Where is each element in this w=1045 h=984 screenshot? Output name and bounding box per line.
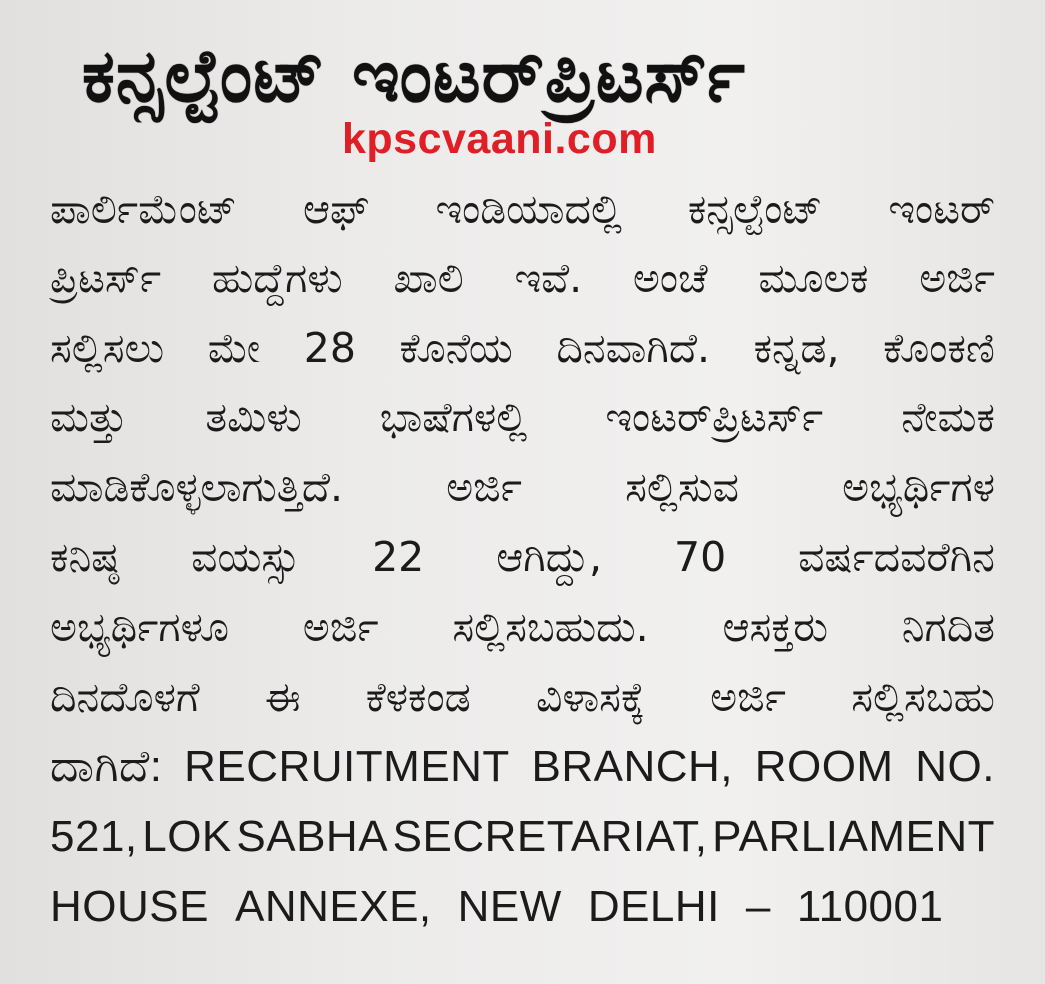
word: ದಿನದೊಳಗೆ: [50, 672, 200, 721]
word: ಸಲ್ಲಿಸಲು: [50, 323, 165, 372]
word: ಕೆಳಕಂಡ: [365, 672, 471, 721]
word: RECRUITMENT: [184, 742, 510, 791]
word: SECRETARIAT,: [392, 812, 708, 861]
body-line: [50, 388, 995, 446]
word: ಮೂಲಕ: [758, 253, 869, 302]
word: ಆಸಕ್ತರು: [722, 602, 828, 651]
word: ಅರ್ಜಿ: [446, 462, 522, 511]
word: BRANCH,: [531, 742, 734, 791]
word: ಖಾಲಿ: [393, 253, 464, 302]
word: ಅಂಚೆ: [632, 253, 708, 302]
word: ಆಗಿದ್ದು,: [496, 532, 603, 581]
word: ಕೊನೆಯ: [399, 323, 513, 372]
word: 28: [303, 323, 356, 372]
word: HOUSE: [50, 882, 209, 931]
word: ನಿಗದಿತ: [901, 602, 995, 651]
word: 70: [674, 532, 727, 581]
word: NEW: [457, 882, 562, 931]
word: 521,: [50, 812, 138, 861]
word: ಹುದ್ದೆಗಳು: [211, 253, 343, 302]
word: ಅರ್ಜಿ: [302, 602, 379, 651]
body-line: [50, 180, 995, 238]
word: 22: [372, 532, 425, 581]
body-line: [50, 528, 995, 586]
word: ಇವೆ.: [514, 253, 583, 302]
body-line: [50, 738, 995, 796]
word: ನೇಮಕ: [901, 392, 995, 441]
word: PARLIAMENT: [712, 812, 995, 861]
word: ಈ: [264, 672, 301, 721]
word: ಇಂಡಿಯಾದಲ್ಲಿ: [435, 184, 622, 233]
headline: ಕನ್ಸಲ್ಟೆಂಟ್ ಇಂಟರ್‌ಪ್ರಿಟರ್ಸ್: [82, 34, 746, 119]
word: ದಿನವಾಗಿದೆ.: [556, 323, 710, 372]
word: ವಿಳಾಸಕ್ಕೆ: [536, 672, 645, 721]
word: ROOM: [754, 742, 894, 791]
body-line: [50, 878, 995, 936]
word: ಇಂಟರ್‌ಪ್ರಿಟರ್ಸ್: [605, 392, 824, 441]
word: ಅರ್ಜಿ: [710, 672, 786, 721]
word: ಅರ್ಜಿ: [919, 253, 995, 302]
word: ANNEXE,: [234, 882, 432, 931]
body-line: [50, 668, 995, 726]
word: ಸಲ್ಲಿಸಬಹುದು.: [452, 602, 649, 651]
word: –: [745, 882, 771, 931]
word: DELHI: [587, 882, 720, 931]
word: SABHA: [236, 812, 389, 861]
word: NO.: [915, 742, 995, 791]
body-line: [50, 319, 995, 377]
word: ಅಭ್ಯರ್ಥಿಗಳ: [842, 462, 995, 511]
word: ಪಾರ್ಲಿಮೆಂಟ್: [50, 184, 238, 233]
word: ವರ್ಷದವರೆಗಿನ: [798, 532, 995, 581]
word: 110001: [796, 882, 944, 931]
word: ಭಾಷೆಗಳಲ್ಲಿ: [379, 392, 528, 441]
word: ಮೇ: [207, 323, 261, 372]
word: ಮತ್ತು: [50, 392, 128, 441]
word: ಸಲ್ಲಿಸುವ: [625, 462, 739, 511]
word: ಪ್ರಿಟರ್ಸ್: [50, 253, 162, 302]
body-line: [50, 808, 995, 866]
word: ಇಂಟರ್: [888, 184, 995, 233]
body-line: [50, 249, 995, 307]
word: ದಾಗಿದೆ:: [50, 742, 163, 791]
body-line: [50, 598, 995, 656]
watermark-text: kpscvaani.com: [342, 115, 657, 163]
word: ಕೊಂಕಣಿ: [883, 323, 995, 372]
body-line: [50, 458, 995, 516]
word: ಮಾಡಿಕೊಳ್ಳಲಾಗುತ್ತಿದೆ.: [50, 462, 344, 511]
word: ತಮಿಳು: [205, 392, 302, 441]
word: ಆಫ್: [302, 184, 370, 233]
word: ಅಭ್ಯರ್ಥಿಗಳೂ: [50, 602, 230, 651]
word: ಸಲ್ಲಿಸಬಹು: [851, 672, 995, 721]
word: ಕನ್ಸಲ್ಟೆಂಟ್: [687, 184, 823, 233]
word: ವಯಸ್ಸು: [191, 532, 301, 581]
word: LOK: [142, 812, 232, 861]
word: ಕನಿಷ್ಠ: [50, 532, 120, 581]
word: ಕನ್ನಡ,: [753, 323, 840, 372]
